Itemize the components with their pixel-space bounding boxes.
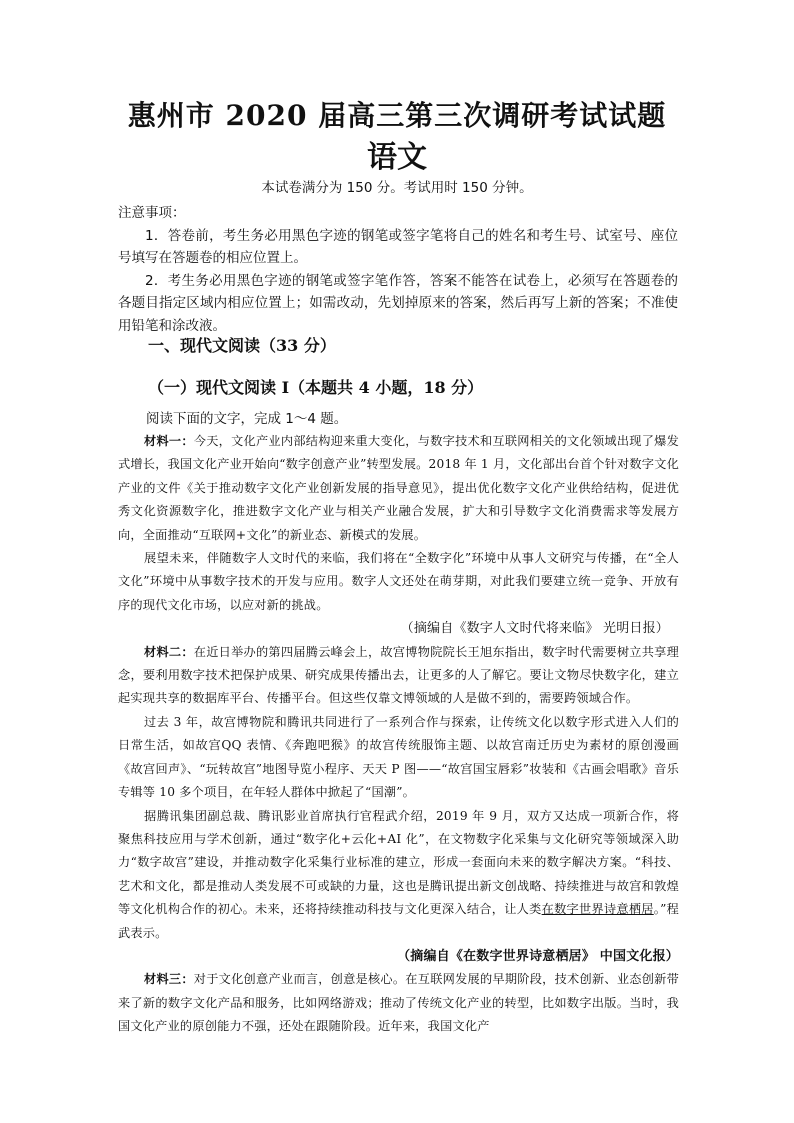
material-2-source: （摘编自《在数字世界诗意栖居》 中国文化报） — [397, 948, 679, 964]
material-3-label: 材料三： — [144, 972, 194, 987]
notes-item-1: 1．答卷前，考生务必用黑色字迹的钢笔或签字笔将自己的姓名和考生号、试室号、座位号填写在答题卷的相应位置上。 — [118, 227, 678, 266]
subsection-heading: （一）现代文阅读 I（本题共 4 小题，18 分） — [148, 378, 484, 397]
subject-title: 语文 — [367, 140, 427, 175]
reading-instruction: 阅读下面的文字，完成 1～4 题。 — [146, 411, 348, 427]
notes-block — [118, 202, 678, 337]
exam-meta: 本试卷满分为 150 分。考试用时 150 分钟。 — [261, 180, 533, 196]
underlined-phrase: 在数字世界诗意栖居 — [541, 902, 654, 917]
material-1-paragraph-1: 材料一：今天，文化产业内部结构迎来重大变化，与数字技术和互联网相关的文化领域出现了爆发式增长，我国文化产业开始向“数字创意产业”转型发展。2018 年 1 月，文化部出台首个针对数字文化产业的文件《关于推动数字文化产业创新发展的指导意见》，提出优化数字文化产业供给结构，促进优秀文化资源数字化，推进数字文化产业与相关产业融合发展，扩大和引导数字文化消费需求等发展方向，全面推动“互联网+文化”的新业态、新模式的发展。 — [118, 434, 679, 542]
reading-passage — [118, 430, 679, 1039]
material-2-label: 材料二： — [144, 644, 194, 659]
material-2-paragraph-1: 材料二：在近日举办的第四届腾云峰会上，故宫博物院院长王旭东指出，数字时代需要树立共享理念，要利用数字技术把保护成果、研究成果传播出去，让更多的人了解它。要让文物尽快数字化，建立起实现共享的数据库平台、传播平台。但这些仅靠文博领域的人是做不到的，需要跨领域合作。 — [118, 644, 679, 706]
exam-title: 惠州市 2020 届高三第三次调研考试试题 — [127, 99, 667, 132]
notes-item-2: 2．考生务必用黑色字迹的钢笔或签字笔作答，答案不能答在试卷上，必须写在答题卷的各题目指定区域内相应位置上；如需改动，先划掉原来的答案，然后再写上新的答案；不准使用铅笔和涂改液。 — [118, 272, 678, 334]
material-2-paragraph-3: 据腾讯集团副总裁、腾讯影业首席执行官程武介绍，2019 年 9 月，双方又达成一项新合作，将聚焦科技应用与学术创新，通过“数字化+云化+AI 化”，在文物数字化采集与文化研究等领域深入助力“数字故宫”建设，并推动数字化采集行业标准的建立，形成一套面向未来的数字解决方案。“科技、艺术和文化，都是推动人类发展不可或缺的力量，这也是腾讯提出新文创战略、持续推进与故宫和敦煌等文化机构合作的初心。未来，还将持续推动科技与文化更深入结合，让人类在数字世界诗意栖居。”程武表示。 — [118, 808, 679, 940]
material-1-label: 材料一： — [144, 434, 194, 448]
notes-heading: 注意事项： — [118, 205, 186, 221]
material-3-paragraph-1: 材料三：对于文化创意产业而言，创意是核心。在互联网发展的早期阶段，技术创新、业态创新带来了新的数字文化产品和服务，比如网络游戏；推动了传统文化产业的转型，比如数字出版。当时，我国文化产业的原创能力不强，还处在跟随阶段。近年来，我国文化产 — [118, 972, 679, 1034]
material-1-source: （摘编自《数字人文时代将来临》 光明日报） — [400, 621, 669, 637]
section-heading: 一、现代文阅读（33 分） — [148, 336, 336, 355]
material-2-paragraph-2: 过去 3 年，故宫博物院和腾讯共同进行了一系列合作与探索，让传统文化以数字形式进入人们的日常生活，如故宫QQ 表情、《奔跑吧猴》的故宫传统服饰主题、以故宫南迁历史为素材的原创漫画《故宫回声》、“玩转故宫”地图导览小程序、天天 P 图——“故宫国宝唇彩”妆装和《古画会唱歌》音乐专辑等 10 多个项目，在年轻人群体中掀起了“国潮”。 — [118, 714, 679, 800]
material-1-paragraph-2: 展望未来，伴随数字人文时代的来临，我们将在“全数字化”环境中从事人文研究与传播，在“全人文化”环境中从事数字技术的开发与应用。数字人文还处在萌芽期，对此我们要建立统一竞争、开放有序的现代文化市场，以应对新的挑战。 — [118, 551, 679, 612]
